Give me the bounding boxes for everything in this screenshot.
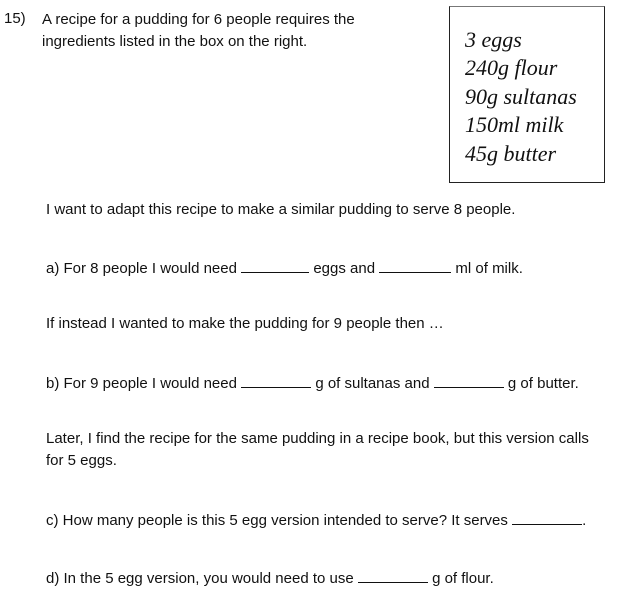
part-a-mid: eggs and bbox=[313, 260, 376, 277]
ingredient-eggs: 3 eggs bbox=[465, 27, 522, 52]
part-c-prefix: c) How many people is this 5 egg version intended to serve? It serves bbox=[46, 512, 508, 529]
ingredient-sultanas: 90g sultanas bbox=[465, 84, 577, 109]
flour-answer-blank[interactable] bbox=[358, 567, 428, 583]
part-b-prefix: b) For 9 people I would need bbox=[46, 375, 237, 392]
adapt-text: I want to adapt this recipe to make a similar pudding to serve 8 people. bbox=[46, 201, 516, 218]
part-c bbox=[46, 509, 586, 531]
ingredient-butter: 45g butter bbox=[465, 141, 557, 166]
part-a-suffix: ml of milk. bbox=[455, 260, 523, 277]
part-d-prefix: d) In the 5 egg version, you would need to use bbox=[46, 570, 354, 587]
part-d bbox=[46, 567, 494, 589]
question-intro: A recipe for a pudding for 6 people requires the ingredients listed in the box on the right. bbox=[42, 11, 355, 50]
ingredient-flour: 240g flour bbox=[465, 55, 558, 80]
part-c-suffix: . bbox=[582, 512, 587, 529]
ingredient-milk: 150ml milk bbox=[465, 112, 564, 137]
sultanas-answer-blank[interactable] bbox=[241, 372, 311, 388]
serves-answer-blank[interactable] bbox=[512, 509, 582, 525]
part-b-suffix: g of butter. bbox=[507, 375, 579, 392]
later-text-line2: for 5 eggs. bbox=[46, 452, 117, 469]
part-a bbox=[46, 257, 523, 279]
part-b bbox=[46, 372, 579, 394]
eggs-answer-blank[interactable] bbox=[241, 257, 309, 273]
part-a-prefix: a) For 8 people I would need bbox=[46, 260, 237, 277]
part-b-mid: g of sultanas and bbox=[315, 375, 430, 392]
milk-answer-blank[interactable] bbox=[379, 257, 451, 273]
later-text-line1: Later, I find the recipe for the same pudding in a recipe book, but this version calls bbox=[46, 430, 589, 447]
part-d-suffix: g of flour. bbox=[432, 570, 494, 587]
instead-text: If instead I wanted to make the pudding for 9 people then … bbox=[46, 315, 444, 332]
question-number: 15) bbox=[4, 10, 26, 27]
butter-answer-blank[interactable] bbox=[434, 372, 504, 388]
